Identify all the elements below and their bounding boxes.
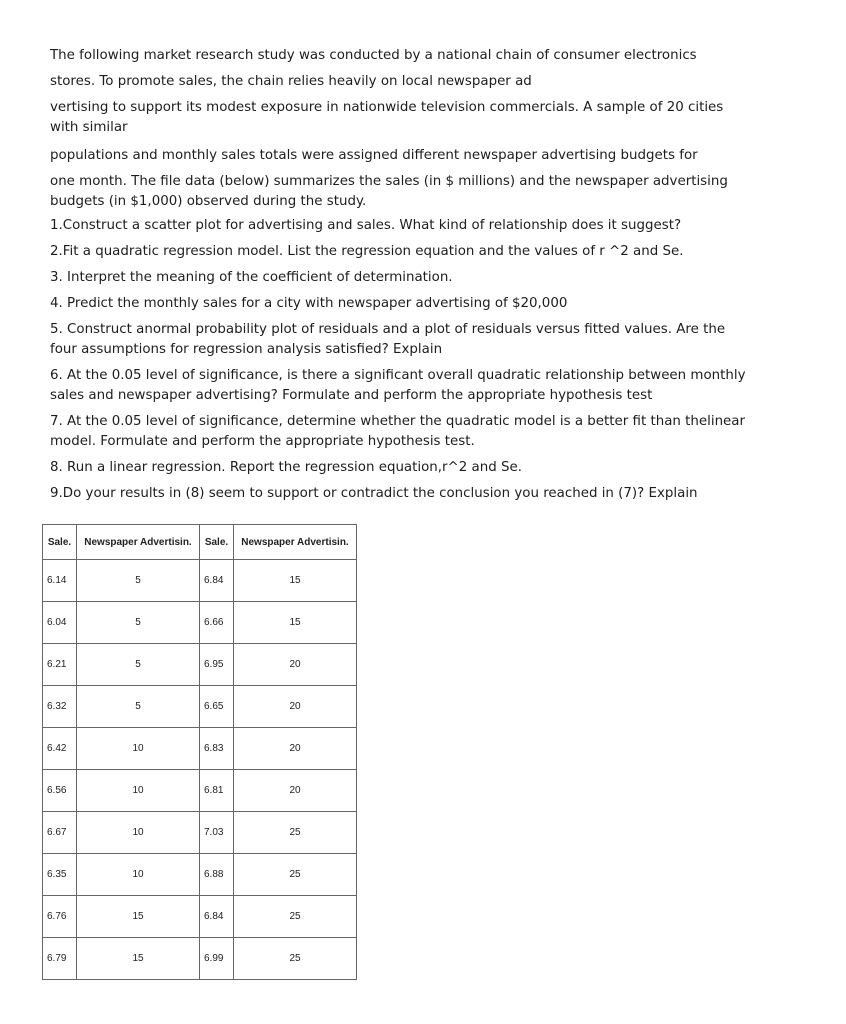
advertising-cell: 25 xyxy=(234,854,357,896)
advertising-cell: 20 xyxy=(234,728,357,770)
sale-cell: 6.14 xyxy=(43,560,77,602)
sale-cell: 6.76 xyxy=(43,896,77,938)
advertising-cell: 25 xyxy=(234,812,357,854)
sale-cell: 6.35 xyxy=(43,854,77,896)
table-row xyxy=(43,686,357,728)
advertising-cell: 15 xyxy=(234,560,357,602)
question-4: 4. Predict the monthly sales for a city with newspaper advertising of $20,000 xyxy=(50,296,568,311)
sale-cell: 7.03 xyxy=(200,812,234,854)
table-row xyxy=(43,770,357,812)
advertising-cell: 20 xyxy=(234,644,357,686)
table-row xyxy=(43,602,357,644)
advertising-cell: 20 xyxy=(234,770,357,812)
sale-cell: 6.67 xyxy=(43,812,77,854)
sale-cell: 6.04 xyxy=(43,602,77,644)
header-advertising: Newspaper Advertisin. xyxy=(234,525,357,560)
advertising-cell: 25 xyxy=(234,896,357,938)
advertising-cell: 25 xyxy=(234,938,357,980)
table-row xyxy=(43,728,357,770)
sale-cell: 6.99 xyxy=(200,938,234,980)
data-table xyxy=(42,524,357,980)
paragraph: The following market research study was conducted by a national chain of consumer electronics xyxy=(50,48,697,63)
sale-cell: 6.81 xyxy=(200,770,234,812)
table-row xyxy=(43,854,357,896)
advertising-cell: 15 xyxy=(77,938,200,980)
sale-cell: 6.84 xyxy=(200,560,234,602)
advertising-cell: 10 xyxy=(77,812,200,854)
table-header-row xyxy=(43,525,357,560)
table-row xyxy=(43,644,357,686)
sale-cell: 6.83 xyxy=(200,728,234,770)
advertising-cell: 20 xyxy=(234,686,357,728)
table-row xyxy=(43,896,357,938)
question-3: 3. Interpret the meaning of the coefficient of determination. xyxy=(50,270,453,285)
sale-cell: 6.66 xyxy=(200,602,234,644)
advertising-cell: 10 xyxy=(77,770,200,812)
question-5: 5. Construct anormal probability plot of residuals and a plot of residuals versus fitted values. Are the four assumptions for regression analysis satisfied? Explain xyxy=(50,322,726,357)
question-2: 2.Fit a quadratic regression model. List the regression equation and the values of r ^2 and Se. xyxy=(50,244,684,259)
advertising-cell: 15 xyxy=(77,896,200,938)
sale-cell: 6.84 xyxy=(200,896,234,938)
table-row xyxy=(43,812,357,854)
paragraph: stores. To promote sales, the chain relies heavily on local newspaper ad xyxy=(50,74,532,89)
advertising-cell: 5 xyxy=(77,602,200,644)
advertising-cell: 10 xyxy=(77,854,200,896)
advertising-cell: 10 xyxy=(77,728,200,770)
paragraph: populations and monthly sales totals were assigned different newspaper advertising budgets for xyxy=(50,148,698,163)
question-7: 7. At the 0.05 level of significance, determine whether the quadratic model is a better fit than thelinear model. Formulate and perform the appropriate hypothesis test. xyxy=(50,414,746,449)
paragraph: one month. The file data (below) summarizes the sales (in $ millions) and the newspaper advertising budgets (in $1,000) observed during the study. xyxy=(50,174,728,209)
sale-cell: 6.65 xyxy=(200,686,234,728)
header-advertising: Newspaper Advertisin. xyxy=(77,525,200,560)
sale-cell: 6.56 xyxy=(43,770,77,812)
advertising-cell: 15 xyxy=(234,602,357,644)
advertising-cell: 5 xyxy=(77,644,200,686)
header-sale: Sale. xyxy=(200,525,234,560)
question-9: 9.Do your results in (8) seem to support or contradict the conclusion you reached in (7)? Explain xyxy=(50,486,698,501)
sale-cell: 6.88 xyxy=(200,854,234,896)
sale-cell: 6.42 xyxy=(43,728,77,770)
sale-cell: 6.79 xyxy=(43,938,77,980)
sale-cell: 6.95 xyxy=(200,644,234,686)
question-8: 8. Run a linear regression. Report the regression equation,r^2 and Se. xyxy=(50,460,522,475)
sale-cell: 6.32 xyxy=(43,686,77,728)
sale-cell: 6.21 xyxy=(43,644,77,686)
header-sale: Sale. xyxy=(43,525,77,560)
advertising-cell: 5 xyxy=(77,560,200,602)
paragraph: vertising to support its modest exposure in nationwide television commercials. A sample of 20 cities with similar xyxy=(50,100,724,135)
question-1: 1.Construct a scatter plot for advertising and sales. What kind of relationship does it suggest? xyxy=(50,218,682,233)
table-row xyxy=(43,560,357,602)
question-6: 6. At the 0.05 level of significance, is there a significant overall quadratic relationship between monthly sales and newspaper advertising? Formulate and perform the appropriate hypothesis test xyxy=(50,368,746,403)
advertising-cell: 5 xyxy=(77,686,200,728)
table-row xyxy=(43,938,357,980)
